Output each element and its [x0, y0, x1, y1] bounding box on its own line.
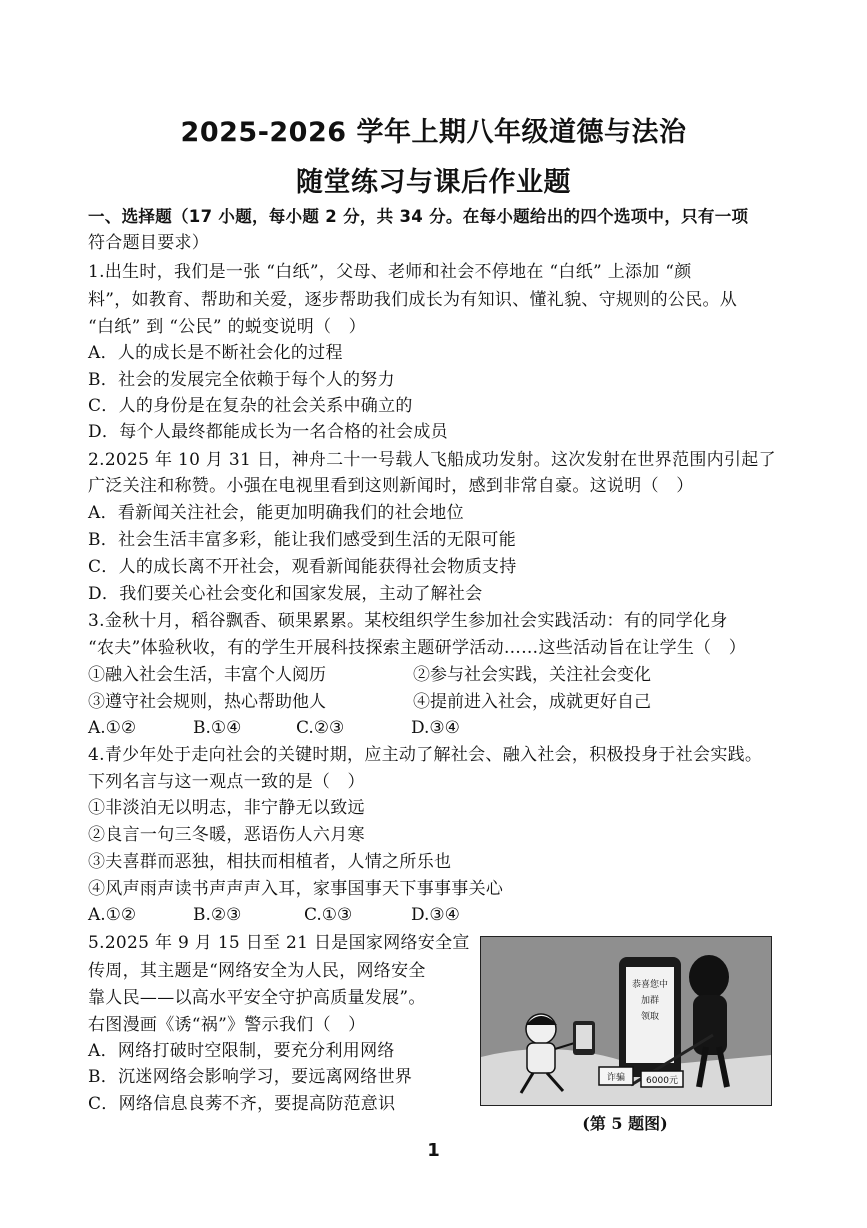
- phone-text-3: 领取: [640, 1012, 660, 1022]
- q5-stem-line: 5.2025 年 9 月 15 日至 21 日是国家网络安全宣: [88, 933, 470, 953]
- exam-title: 2025-2026 学年上期八年级道德与法治: [180, 117, 687, 148]
- q5-stem-line: 右图漫画《诱“祸”》警示我们（ ）: [88, 1015, 366, 1035]
- q3-choice-a: A.①②: [88, 718, 137, 738]
- q3-choice-c: C.②③: [296, 718, 345, 738]
- q3-item-4: ④提前进入社会，成就更好自己: [413, 692, 651, 712]
- q1-option-b: B．社会的发展完全依赖于每个人的努力: [88, 370, 395, 390]
- phone-text-1: 恭喜您中: [631, 980, 669, 990]
- q1-option-a: A．人的成长是不断社会化的过程: [88, 343, 343, 363]
- cartoon-illustration: [481, 937, 771, 1105]
- q4-choice-b: B.②③: [193, 905, 242, 925]
- q4-stem-line: 4.青少年处于走向社会的关键时期，应主动了解社会、融入社会，积极投身于社会实践。: [88, 745, 763, 765]
- q1-stem-line: 1.出生时，我们是一张 “白纸”，父母、老师和社会不停地在 “白纸” 上添加 “颜: [88, 262, 692, 282]
- q3-stem-line: “农夫”体验秋收，有的学生开展科技探索主题研学活动……这些活动旨在让学生（ ）: [88, 638, 747, 658]
- q4-stem-line: 下列名言与这一观点一致的是（ ）: [88, 772, 365, 792]
- q4-item-3: ③夫喜群而恶独，相扶而相植者，人情之所乐也: [88, 852, 452, 872]
- q1-option-c: C．人的身份是在复杂的社会关系中确立的: [88, 396, 413, 416]
- q1-option-d: D．每个人最终都能成长为一名合格的社会成员: [88, 422, 448, 442]
- q4-item-2: ②良言一句三冬暖，恶语伤人六月寒: [88, 825, 365, 845]
- money-label: 6000元: [646, 1076, 678, 1086]
- q5-stem-line: 传周，其主题是“网络安全为人民，网络安全: [88, 961, 426, 981]
- q4-item-4: ④风声雨声读书声声声入耳，家事国事天下事事事关心: [88, 879, 504, 899]
- q3-stem-line: 3.金秋十月，稻谷飘香、硕果累累。某校组织学生参加社会实践活动：有的同学化身: [88, 611, 728, 631]
- q4-choice-c: C.①③: [304, 905, 353, 925]
- q2-stem-line: 2.2025 年 10 月 31 日，神舟二十一号载人飞船成功发射。这次发射在世界范围内引起了: [88, 450, 776, 470]
- q1-stem-line: “白纸” 到 “公民” 的蜕变说明（ ）: [88, 317, 366, 337]
- q3-choice-b: B.①④: [193, 718, 242, 738]
- q2-option-c: C．人的成长离不开社会，观看新闻能获得社会物质支持: [88, 557, 517, 577]
- q3-item-2: ②参与社会实践，关注社会变化: [413, 665, 651, 685]
- q4-choice-a: A.①②: [88, 905, 137, 925]
- q4-choice-d: D.③④: [411, 905, 460, 925]
- q5-option-c: C．网络信息良莠不齐，要提高防范意识: [88, 1094, 396, 1114]
- figure-caption: (第 5 题图): [582, 1114, 668, 1133]
- exam-subtitle: 随堂练习与课后作业题: [296, 167, 571, 198]
- lure-label: 诈骗: [606, 1073, 626, 1083]
- q3-item-1: ①融入社会生活，丰富个人阅历: [88, 665, 326, 685]
- q2-option-a: A．看新闻关注社会，能更加明确我们的社会地位: [88, 503, 464, 523]
- q2-option-b: B．社会生活丰富多彩，能让我们感受到生活的无限可能: [88, 530, 516, 550]
- q1-stem-line: 料”，如教育、帮助和关爱，逐步帮助我们成长为有知识、懂礼貌、守规则的公民。从: [88, 290, 738, 310]
- cartoon-figure: [480, 936, 772, 1106]
- section-heading-cont: 符合题目要求）: [88, 233, 210, 253]
- q3-choice-d: D.③④: [411, 718, 460, 738]
- q4-item-1: ①非淡泊无以明志，非宁静无以致远: [88, 798, 365, 818]
- q2-option-d: D．我们要关心社会变化和国家发展，主动了解社会: [88, 584, 483, 604]
- q2-stem-line: 广泛关注和称赞。小强在电视里看到这则新闻时，感到非常自豪。这说明（ ）: [88, 476, 694, 496]
- section-heading: 一、选择题（17 小题，每小题 2 分，共 34 分。在每小题给出的四个选项中，只有一项: [88, 207, 749, 226]
- page-number: 1: [427, 1140, 440, 1161]
- q5-option-a: A．网络打破时空限制，要充分利用网络: [88, 1041, 395, 1061]
- q5-stem-line: 靠人民——以高水平安全守护高质量发展”。: [88, 988, 426, 1008]
- q3-item-3: ③遵守社会规则，热心帮助他人: [88, 692, 326, 712]
- phone-text-2: 加群: [640, 996, 660, 1006]
- q5-option-b: B．沉迷网络会影响学习，要远离网络世界: [88, 1067, 413, 1087]
